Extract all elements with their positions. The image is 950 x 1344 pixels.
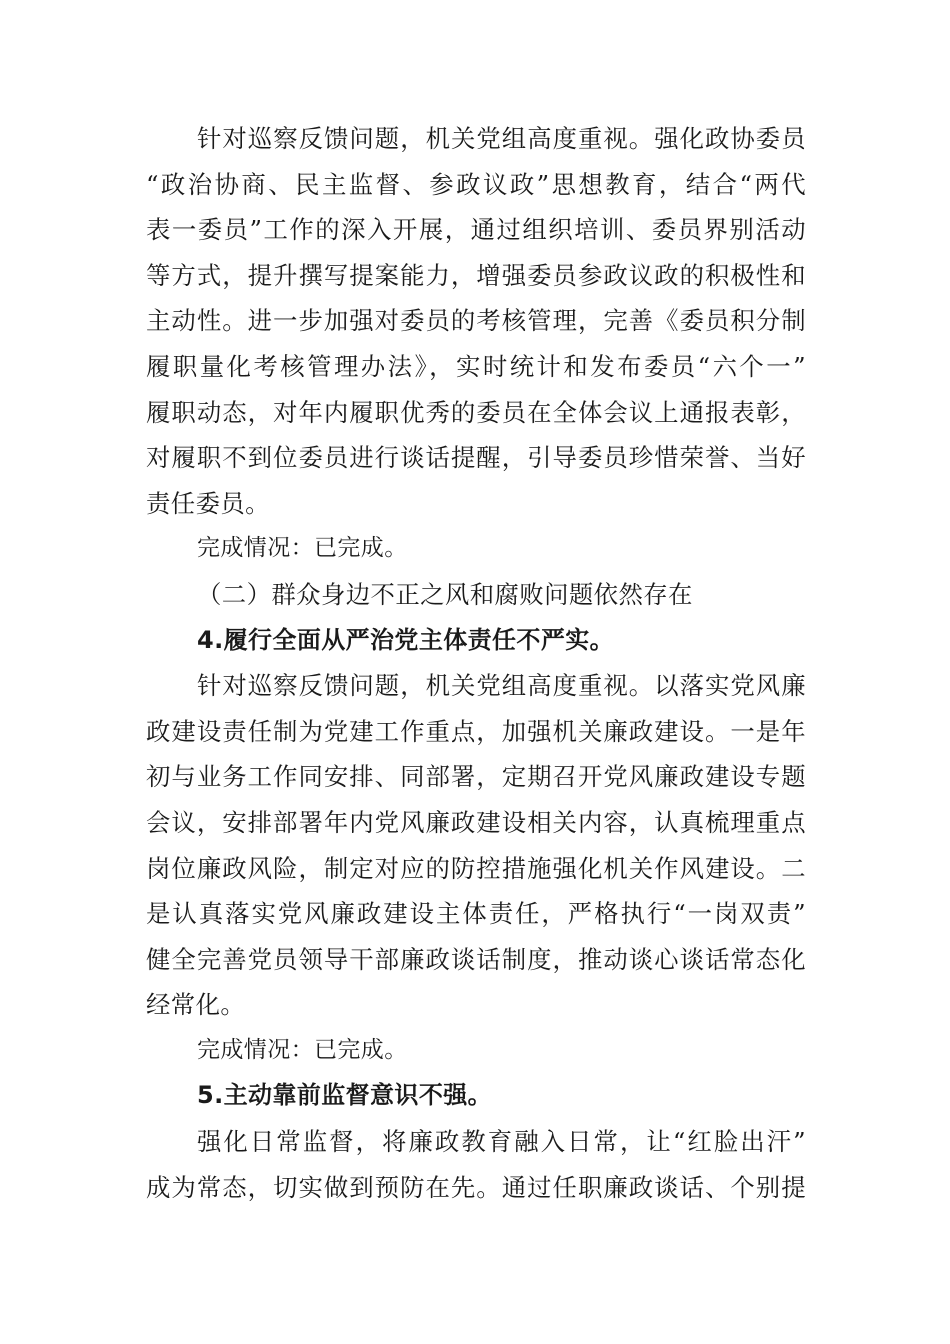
text-line: 是认真落实党风廉政建设主体责任，严格执行“一岗双责” — [146, 899, 806, 929]
text-line: 政建设责任制为党建工作重点，加强机关廉政建设。一是年 — [146, 716, 806, 746]
text-line: 对履职不到位委员进行谈话提醒，引导委员珍惜荣誉、当好 — [146, 443, 806, 473]
section-subheading: （二）群众身边不正之风和腐败问题依然存在 — [197, 579, 693, 609]
text-line: 强化日常监督，将廉政教育融入日常，让“红脸出汗” — [197, 1127, 806, 1157]
text-line: 会议，安排部署年内党风廉政建设相关内容，认真梳理重点 — [146, 807, 806, 837]
text-line: 健全完善党员领导干部廉政谈话制度，推动谈心谈话常态化 — [146, 944, 806, 974]
text-line: 成为常态，切实做到预防在先。通过任职廉政谈话、个别提 — [146, 1172, 806, 1202]
paragraph-daily-supervision — [146, 1119, 806, 1210]
text-line: 岗位廉政风险，制定对应的防控措施强化机关作风建设。二 — [146, 853, 806, 883]
text-line: 针对巡察反馈问题，机关党组高度重视。强化政协委员 — [197, 124, 806, 153]
paragraph-party-responsibility — [146, 663, 806, 1028]
item-heading-4: 4.履行全面从严治党主体责任不严实。 — [197, 625, 615, 654]
text-line: 责任委员。 — [146, 488, 270, 518]
text-line: 经常化。 — [146, 990, 246, 1020]
document-body — [146, 116, 806, 1210]
text-line: 表一委员”工作的深入开展，通过组织培训、委员界别活动 — [146, 215, 806, 245]
completion-status: 完成情况：已完成。 — [197, 1036, 408, 1063]
completion-status: 完成情况：已完成。 — [197, 535, 408, 562]
text-line: 履职量化考核管理办法》，实时统计和发布委员“六个一” — [146, 351, 806, 381]
text-line: 初与业务工作同安排、同部署，定期召开党风廉政建设专题 — [146, 762, 806, 792]
text-line: “政治协商、民主监督、参政议政”思想教育，结合“两代 — [146, 169, 806, 199]
text-line: 履职动态，对年内履职优秀的委员在全体会议上通报表彰， — [146, 397, 806, 427]
paragraph-inspection-feedback-members — [146, 116, 806, 526]
text-line: 主动性。进一步加强对委员的考核管理，完善《委员积分制 — [146, 306, 806, 336]
text-line: 等方式，提升撰写提案能力，增强委员参政议政的积极性和 — [146, 260, 806, 290]
item-heading-5: 5.主动靠前监督意识不强。 — [197, 1081, 493, 1110]
text-line: 针对巡察反馈问题，机关党组高度重视。以落实党风廉 — [197, 671, 806, 701]
